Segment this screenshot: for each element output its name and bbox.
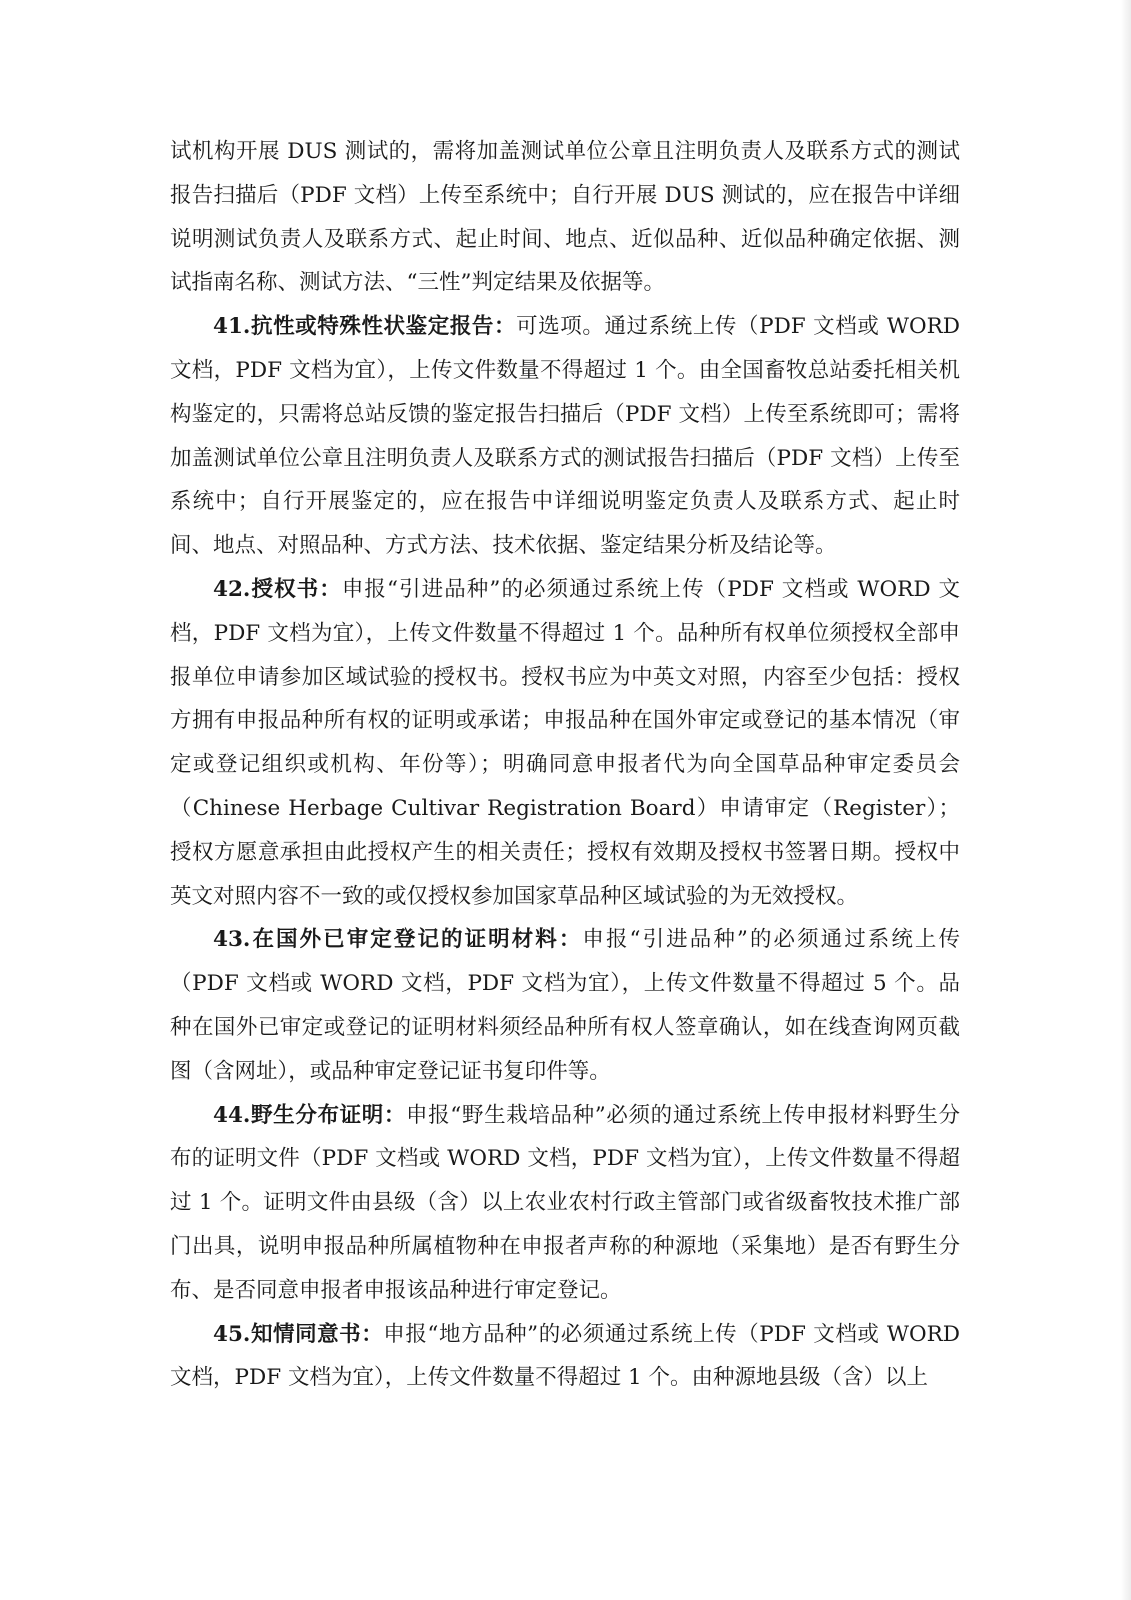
paragraph-item-44	[170, 1094, 960, 1313]
paragraph-item-43	[170, 918, 960, 1093]
item-heading: 45.知情同意书：	[213, 1321, 384, 1347]
paragraph-continuation	[170, 130, 960, 305]
paragraph-text: 申报“地方品种”的必须通过系统上传（PDF 文档或 WORD 文档，PDF 文档为宜），上传文件数量不得超过 1 个。由种源地县级（含）以上	[170, 1321, 960, 1391]
paragraph-text: 试机构开展 DUS 测试的，需将加盖测试单位公章且注明负责人及联系方式的测试报告扫描后（PDF 文档）上传至系统中；自行开展 DUS 测试的，应在报告中详细说明测试负责人及联系方式、起止时间、地点、近似品种、近似品种确定依据、测试指南名称、测试方法、“三性”判定结果及依据等。	[170, 139, 960, 296]
item-heading: 44.野生分布证明：	[213, 1102, 407, 1128]
document-body	[170, 130, 960, 1400]
item-heading: 41.抗性或特殊性状鉴定报告：	[213, 314, 517, 340]
page-edge-shadow	[1121, 0, 1131, 1600]
paragraph-item-41	[170, 305, 960, 568]
item-heading: 43.在国外已审定登记的证明材料：	[213, 927, 583, 953]
paragraph-text: 申报“引进品种”的必须通过系统上传（PDF 文档或 WORD 文档，PDF 文档为宜），上传文件数量不得超过 5 个。品种在国外已审定或登记的证明材料须经品种所有权人签章确认，如在线查询网页截图（含网址），或品种审定登记证书复印件等。	[170, 927, 960, 1084]
paragraph-text: 申报“引进品种”的必须通过系统上传（PDF 文档或 WORD 文档，PDF 文档为宜），上传文件数量不得超过 1 个。品种所有权单位须授权全部申报单位申请参加区域试验的授权书。授权书应为中英文对照，内容至少包括：授权方拥有申报品种所有权的证明或承诺；申报品种在国外审定或登记的基本情况（审定或登记组织或机构、年份等）；明确同意申报者代为向全国草品种审定委员会（Chinese Herbage Cultivar Registration Board）申请审定（Register）；授权方愿意承担由此授权产生的相关责任；授权有效期及授权书签署日期。授权中英文对照内容不一致的或仅授权参加国家草品种区域试验的为无效授权。	[170, 576, 960, 909]
paragraph-text: 申报“野生栽培品种”必须的通过系统上传申报材料野生分布的证明文件（PDF 文档或 WORD 文档，PDF 文档为宜），上传文件数量不得超过 1 个。证明文件由县级（含）以上农业农村行政主管部门或省级畜牧技术推广部门出具，说明申报品种所属植物种在申报者声称的种源地（采集地）是否有野生分布、是否同意申报者申报该品种进行审定登记。	[170, 1102, 960, 1303]
paragraph-item-42	[170, 568, 960, 918]
paragraph-item-45	[170, 1313, 960, 1401]
item-heading: 42.授权书：	[213, 576, 342, 602]
paragraph-text: 可选项。通过系统上传（PDF 文档或 WORD 文档，PDF 文档为宜），上传文件数量不得超过 1 个。由全国畜牧总站委托相关机构鉴定的，只需将总站反馈的鉴定报告扫描后（PDF 文档）上传至系统即可；需将加盖测试单位公章且注明负责人及联系方式的测试报告扫描后（PDF 文档）上传至系统中；自行开展鉴定的，应在报告中详细说明鉴定负责人及联系方式、起止时间、地点、对照品种、方式方法、技术依据、鉴定结果分析及结论等。	[170, 314, 960, 559]
